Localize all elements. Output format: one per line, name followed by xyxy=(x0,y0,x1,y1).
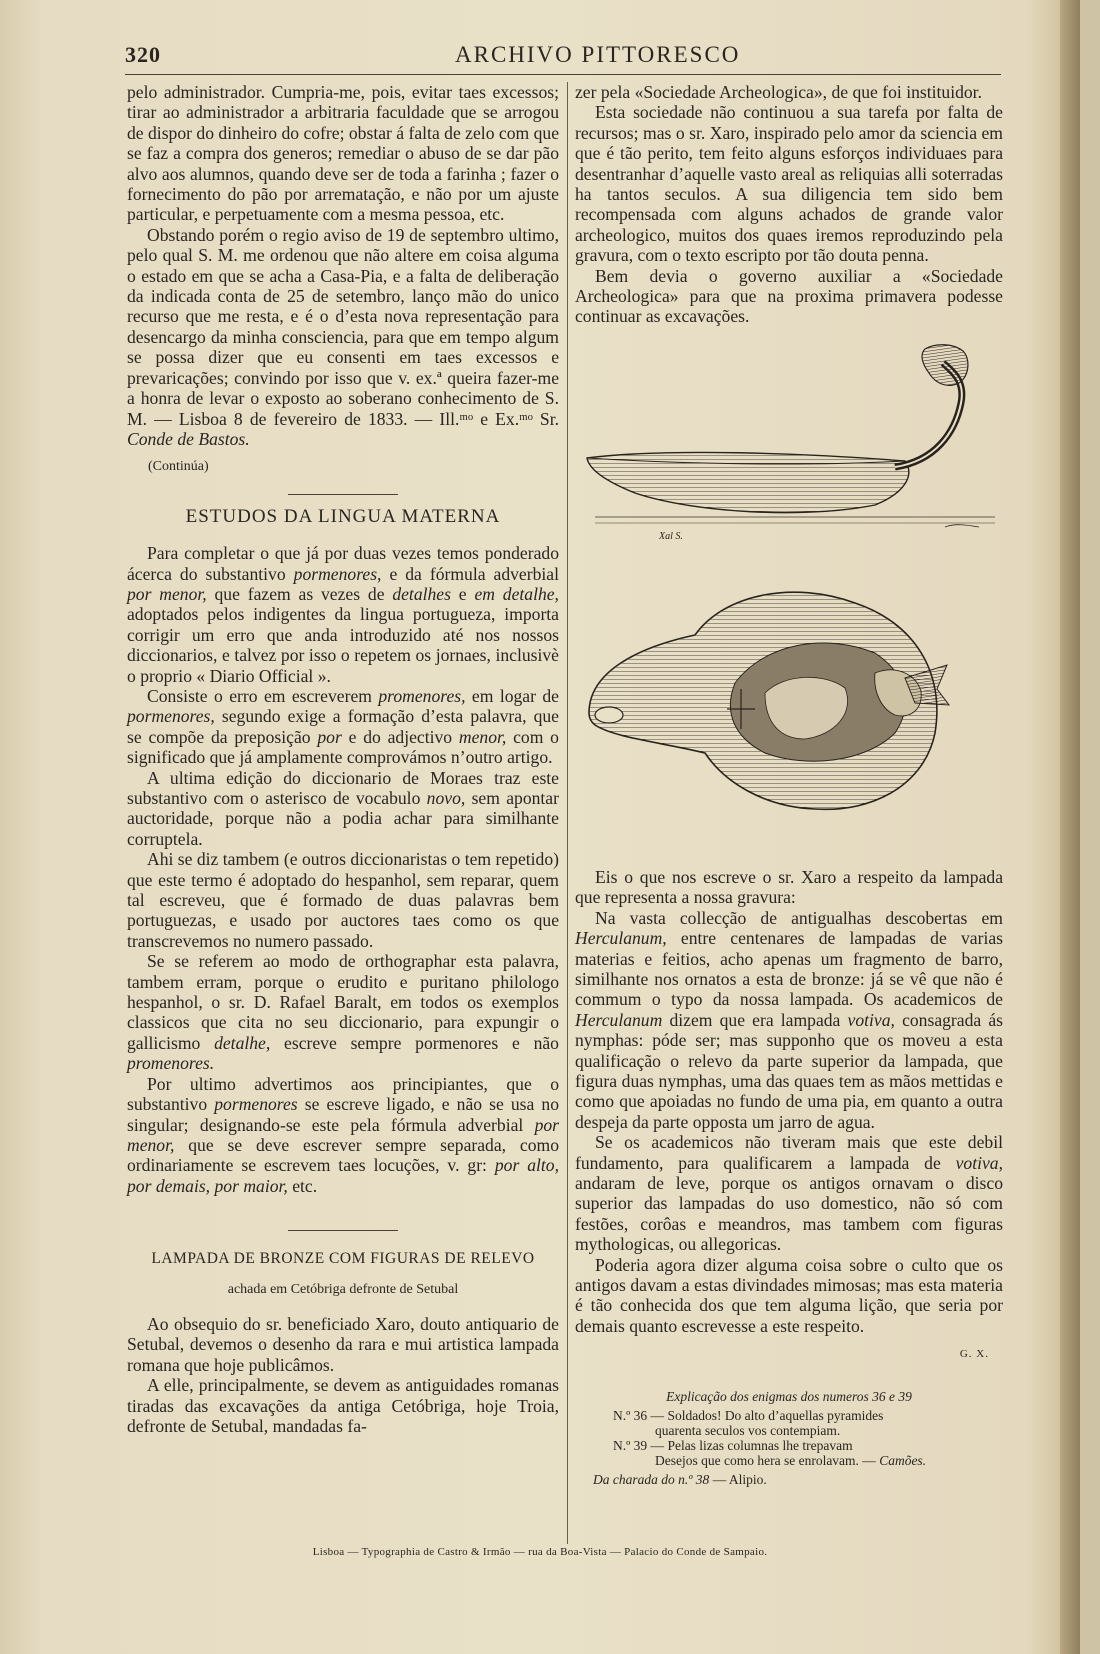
text-span: e do adjectivo xyxy=(348,726,453,747)
text-span: Para completar o que já por duas vezes temos ponderado ácerca do substantivo xyxy=(127,543,559,584)
text-span: que se deve escrever sempre separada, como ordinariamente se escrevem taes locuções, v. gr: xyxy=(127,1134,559,1176)
text-span: e xyxy=(458,583,467,604)
italic-term: pormenores, xyxy=(127,706,215,727)
paragraph xyxy=(127,951,559,1073)
enigma-title: Explicação dos enigmas dos numeros 36 e 39 xyxy=(666,1388,912,1404)
page-header xyxy=(125,42,1001,74)
text-span: entre centenares de lampadas de varias materias e feitios, acho apenas um fragmento de barro, similhante nos ornatos a esta de bronze: já se vê que não é commum o typo da nossa lampada. Os academicos de xyxy=(575,928,1004,1010)
text-span: Na vasta collecção de antigualhas descobertas em xyxy=(595,907,1003,928)
italic-term: menor, xyxy=(458,726,507,747)
text-span: escreve sempre pormenores e não xyxy=(284,1032,559,1053)
paragraph xyxy=(127,686,559,768)
article-title: LAMPADA DE BRONZE COM FIGURAS DE RELEVO xyxy=(151,1250,535,1268)
italic-term: por xyxy=(317,726,342,747)
text-span: adoptados pelos indigentes da lingua portugueza, importa corrigir um erro que anda introduzido até nos nossos diccionarios, e talvez por isso o repetem os jornaes, inclusivè o proprio « Diario Official ». xyxy=(127,604,559,686)
italic-term: por maior, xyxy=(214,1175,288,1196)
enigma-row xyxy=(655,1453,1003,1468)
paragraph: Bem devia o governo auxiliar a «Sociedade Archeologica» para que na proxima primavera podesse continuar as excavações. xyxy=(575,265,1003,327)
section-divider xyxy=(288,1230,398,1231)
text-span: sem apontar auctoridade, porque não a podia achar para similhante corruptela. xyxy=(127,788,559,849)
text-span: Se os academicos não tiveram mais que este debil fundamento, para qualificarem a lampada de xyxy=(575,1132,1003,1173)
italic-term: votiva, xyxy=(847,1009,895,1030)
italic-term: detalhe, xyxy=(214,1032,271,1053)
italic-term: novo, xyxy=(426,788,466,808)
italic-term: promenores, xyxy=(378,685,466,706)
paragraph: zer pela «Sociedade Archeologica», de que foi instituidor. xyxy=(575,82,982,102)
italic-term: detalhes xyxy=(392,583,451,604)
right-column xyxy=(575,82,1003,1487)
page-number: 320 xyxy=(125,42,161,67)
continua-note: (Continúa) xyxy=(148,459,209,475)
text-span: etc. xyxy=(292,1175,318,1196)
italic-term: pormenores, xyxy=(293,563,382,584)
paragraph: A elle, principalmente, se devem as antiguidades romanas tiradas das excavações da antiga Cetóbriga, hoje Troia, defronte de Setubal, mandadas fa- xyxy=(127,1375,559,1436)
text-span: segundo exige a formação d’esta palavra, que se compõe da preposição xyxy=(127,706,559,747)
paragraph xyxy=(127,1074,559,1196)
text-span: em logar de xyxy=(471,685,559,706)
enigma-text: Desejos que como hera se enrolavam. — xyxy=(655,1452,876,1468)
running-title: ARCHIVO PITTORESCO xyxy=(455,42,741,67)
lamp-side-view xyxy=(587,345,995,527)
signature-name: Conde de Bastos. xyxy=(127,428,250,449)
text-span: Por ultimo advertimos aos principiantes, que o substantivo xyxy=(127,1073,559,1115)
section-divider xyxy=(288,494,398,495)
page-edge xyxy=(1060,0,1080,1654)
enigma-text: Soldados! Do alto d’aquellas pyramides xyxy=(667,1407,884,1423)
printer-imprint: Lisboa — Typographia de Castro & Irmão — rua da Boa-Vista — Palacio do Conde de Sampaio. xyxy=(312,1546,768,1558)
text-span: consagrada ás nymphas: póde ser; mas supponho que os moveu a esta qualificação o relevo da parte superior da lampada, que figura duas nymphas, uma das quaes tem as mãos mettidas e como que apoiadas no fundo de uma pia, em quanto a outra despeja da parte opposta um jarro de agua. xyxy=(575,1009,1004,1132)
enigma-answers xyxy=(575,1389,1003,1487)
italic-term: pormenores xyxy=(214,1094,298,1115)
paragraph: Ahi se diz tambem (e outros diccionaristas o tem repetido) que este termo é adoptado do hespanhol, sem reparar, quem tal escreveu, que é formado de duas palavras bem portuguezas, e usado por auctores taes como os que transcrevemos no numero passado. xyxy=(127,849,559,951)
enigma-label: N.º 39 — xyxy=(613,1437,665,1453)
paragraph xyxy=(575,908,1003,1132)
enigma-row: quarenta seculos vos contempiam. xyxy=(655,1422,841,1438)
section-title: ESTUDOS DA LINGUA MATERNA xyxy=(185,505,501,527)
paragraph: Ao obsequio do sr. beneficiado Xaro, douto antiquario de Setubal, devemos o desenho da rara e mui artistica lampada romana que hoje publicâmos. xyxy=(127,1313,559,1375)
enigma-row xyxy=(613,1408,1003,1423)
charada-label: Da charada do n.º 38 xyxy=(593,1471,710,1487)
paragraph xyxy=(575,1132,1003,1254)
lamp-engraving xyxy=(575,343,1003,849)
italic-term: por alto, xyxy=(494,1155,559,1176)
enigma-text: Pelas lizas columnas lhe trepavam xyxy=(667,1437,853,1453)
charada-answer: — Alipio. xyxy=(712,1471,767,1487)
text-span: dizem que era lampada xyxy=(669,1009,841,1030)
text-span: Obstando porém o regio aviso de 19 de septembro ultimo, pelo qual S. M. me ordenou que não altere em coisa alguma o estado em que se acha a Casa-Pia, e a falta de deliberação da indicada conta de 25 de setembro, lanço mão do unico recurso que me resta, e é o d’esta nova representação para desencargo da minha consciencia, para que em tempo algum se possa dizer que eu consenti em taes excessos e prevaricações; convindo por isso que v. ex.ª queira fazer-me a honra de levar o exposto ao soberano conhecimento de S. M. — Lisboa 8 de fevereiro de 1833. — Ill.ᵐᵒ e Ex.ᵐᵒ Sr. xyxy=(127,224,559,429)
text-span: A ultima edição do diccionario de Moraes traz este substantivo com o asterisco de vocabulo xyxy=(127,767,559,808)
italic-term: promenores. xyxy=(127,1053,215,1074)
italic-term: Herculanum xyxy=(575,1009,663,1030)
paragraph xyxy=(127,768,559,850)
text-span: se escreve ligado, e não se usa no singular; designando-se este pela fórmula adverbial xyxy=(127,1094,559,1135)
paragraph: Esta sociedade não continuou a sua tarefa por falta de recursos; mas o sr. Xaro, inspirado pelo amor da sciencia em que é tão perito, tem feito alguns esforços individuaes para desentranhar d’aquelle vasto areal as reliquias alli soterradas ha tantos seculos. A sua diligencia tem sido bem recompensada com alguns achados de grande valor archeologico, muitos dos quaes iremos reproduzindo pela gravura, com o texto escripto por tão douta penna. xyxy=(575,102,1003,266)
italic-term: por menor, xyxy=(127,1114,560,1155)
italic-term: por demais, xyxy=(127,1175,211,1196)
italic-term: por menor, xyxy=(127,583,207,604)
paragraph: Poderia agora dizer alguma coisa sobre o culto que os antigos davam a estas divindades mimosas; mas esta materia é tão conhecida dos que tem alguma lição, que seria por demais quanto escrevesse a este respeito. xyxy=(575,1254,1003,1336)
text-span: Se se referem ao modo de orthographar esta palavra, tambem erram, porque o erudito e puritano philologo hespanhol, o sr. D. Rafael Baralt, em todos os exemplos classicos que cita no seu diccionario, para expungir o gallicismo xyxy=(127,951,559,1053)
paragraph xyxy=(127,225,559,449)
italic-term: em detalhe, xyxy=(474,583,559,604)
paragraph xyxy=(127,543,559,686)
text-span: Consiste o erro em escreverem xyxy=(147,685,372,706)
text-span: andaram de leve, porque os antigos ornavam o disco superior das lampadas do uso domestico, não só com festões, corôas e meandros, mas tambem com figuras mythologicas, ou allegoricas. xyxy=(575,1172,1003,1255)
charada-row xyxy=(593,1472,1003,1487)
enigma-row xyxy=(613,1438,1003,1453)
engraver-signature: Xal S. xyxy=(659,530,683,542)
enigma-author: Camões. xyxy=(879,1452,927,1468)
lamp-top-view xyxy=(589,592,949,809)
text-span: com o significado que já amplamente comprovámos n’outro artigo. xyxy=(127,726,559,768)
left-column xyxy=(127,82,559,1436)
enigma-label: N.º 36 — xyxy=(613,1407,665,1423)
paragraph: pelo administrador. Cumpria-me, pois, evitar taes excessos; tirar ao administrador a arbitraria faculdade que se arrogou de dispor do dinheiro do cofre; obstar á falta de zelo com que se faz a compra dos generos; remediar o abuso de se dar pão alvo aos alumnos, quando deve ser de toda a farinha ; fazer o fornecimento do pão por arrematação, e não por um ajuste particular, e perpetuamente com a mesma pessoa, etc. xyxy=(127,82,559,225)
column-separator xyxy=(567,82,568,1544)
italic-term: votiva, xyxy=(955,1152,1003,1173)
paragraph: Eis o que nos escreve o sr. Xaro a respeito da lampada que representa a nossa gravura: xyxy=(575,866,1003,908)
article-subtitle: achada em Cetóbriga defronte de Setubal xyxy=(227,1281,459,1297)
text-span: e da fórmula adverbial xyxy=(389,563,559,584)
header-rule xyxy=(125,74,1001,75)
author-initials: G. X. xyxy=(959,1348,989,1361)
italic-term: Herculanum, xyxy=(575,928,667,949)
text-span: que fazem as vezes de xyxy=(214,583,385,604)
